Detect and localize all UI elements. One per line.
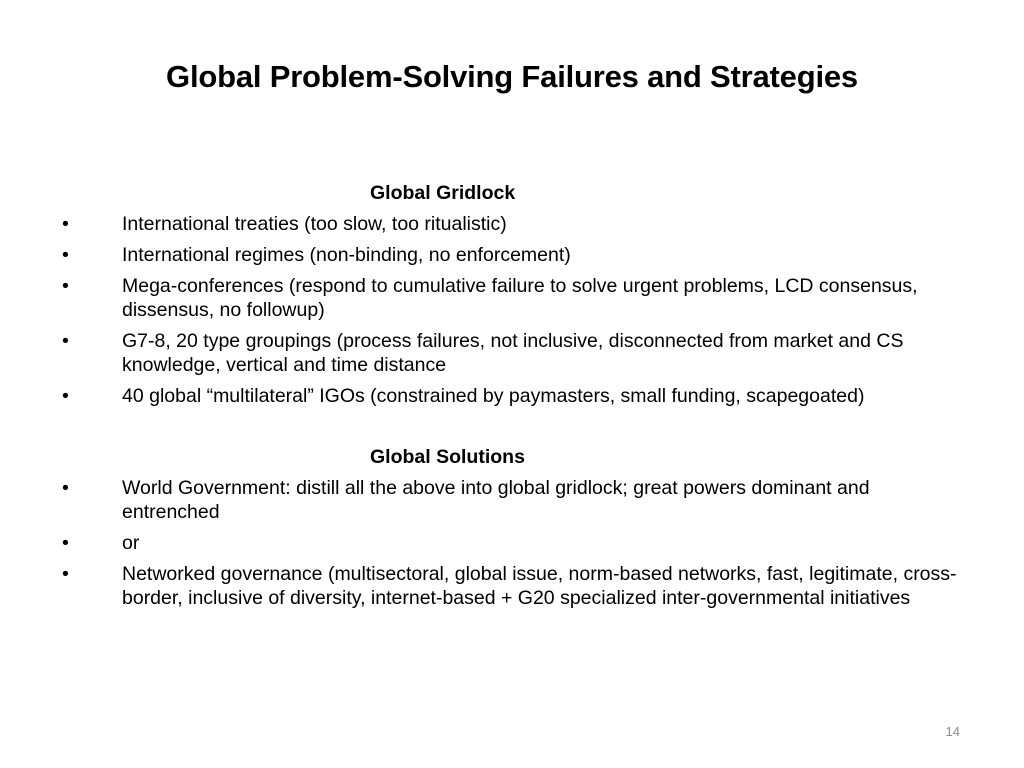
list-item-text: G7-8, 20 type groupings (process failures, not inclusive, disconnected from market and CS knowledge, vertical and time distance	[122, 330, 904, 376]
bullet-icon: •	[62, 563, 69, 585]
list-item-text: International treaties (too slow, too ritualistic)	[122, 213, 507, 235]
slide-content	[60, 181, 960, 610]
list-item-text: World Government: distill all the above into global gridlock; great powers dominant and entrenched	[122, 477, 870, 523]
list-item-text: International regimes (non-binding, no enforcement)	[122, 244, 571, 266]
list-item-text: Networked governance (multisectoral, global issue, norm-based networks, fast, legitimate, cross-border, inclusive of diversity, internet-based + G20 specialized inter-governmental initiatives	[122, 563, 957, 609]
bullet-icon: •	[62, 532, 69, 554]
list-item	[60, 476, 960, 524]
section-heading-global-gridlock: Global Gridlock	[370, 182, 516, 204]
list-item-text: 40 global “multilateral” IGOs (constrained by paymasters, small funding, scapegoated)	[122, 385, 865, 407]
gridlock-bullet-list	[60, 212, 960, 408]
list-item	[60, 329, 960, 377]
list-item	[60, 274, 960, 322]
list-item	[60, 212, 960, 236]
bullet-icon: •	[62, 385, 69, 407]
list-item	[60, 384, 960, 408]
bullet-icon: •	[62, 244, 69, 266]
list-item	[60, 531, 960, 555]
page-number: 14	[945, 724, 960, 739]
list-item-text: or	[122, 532, 140, 554]
list-item	[60, 562, 960, 610]
section-heading-global-solutions: Global Solutions	[370, 446, 525, 468]
slide-title: Global Problem-Solving Failures and Strategies	[166, 59, 858, 94]
list-item	[60, 243, 960, 267]
bullet-icon: •	[62, 330, 69, 352]
bullet-icon: •	[62, 477, 69, 499]
list-item-text: Mega-conferences (respond to cumulative failure to solve urgent problems, LCD consensus, dissensus, no followup)	[122, 275, 918, 321]
solutions-bullet-list	[60, 476, 960, 610]
bullet-icon: •	[62, 213, 69, 235]
bullet-icon: •	[62, 275, 69, 297]
